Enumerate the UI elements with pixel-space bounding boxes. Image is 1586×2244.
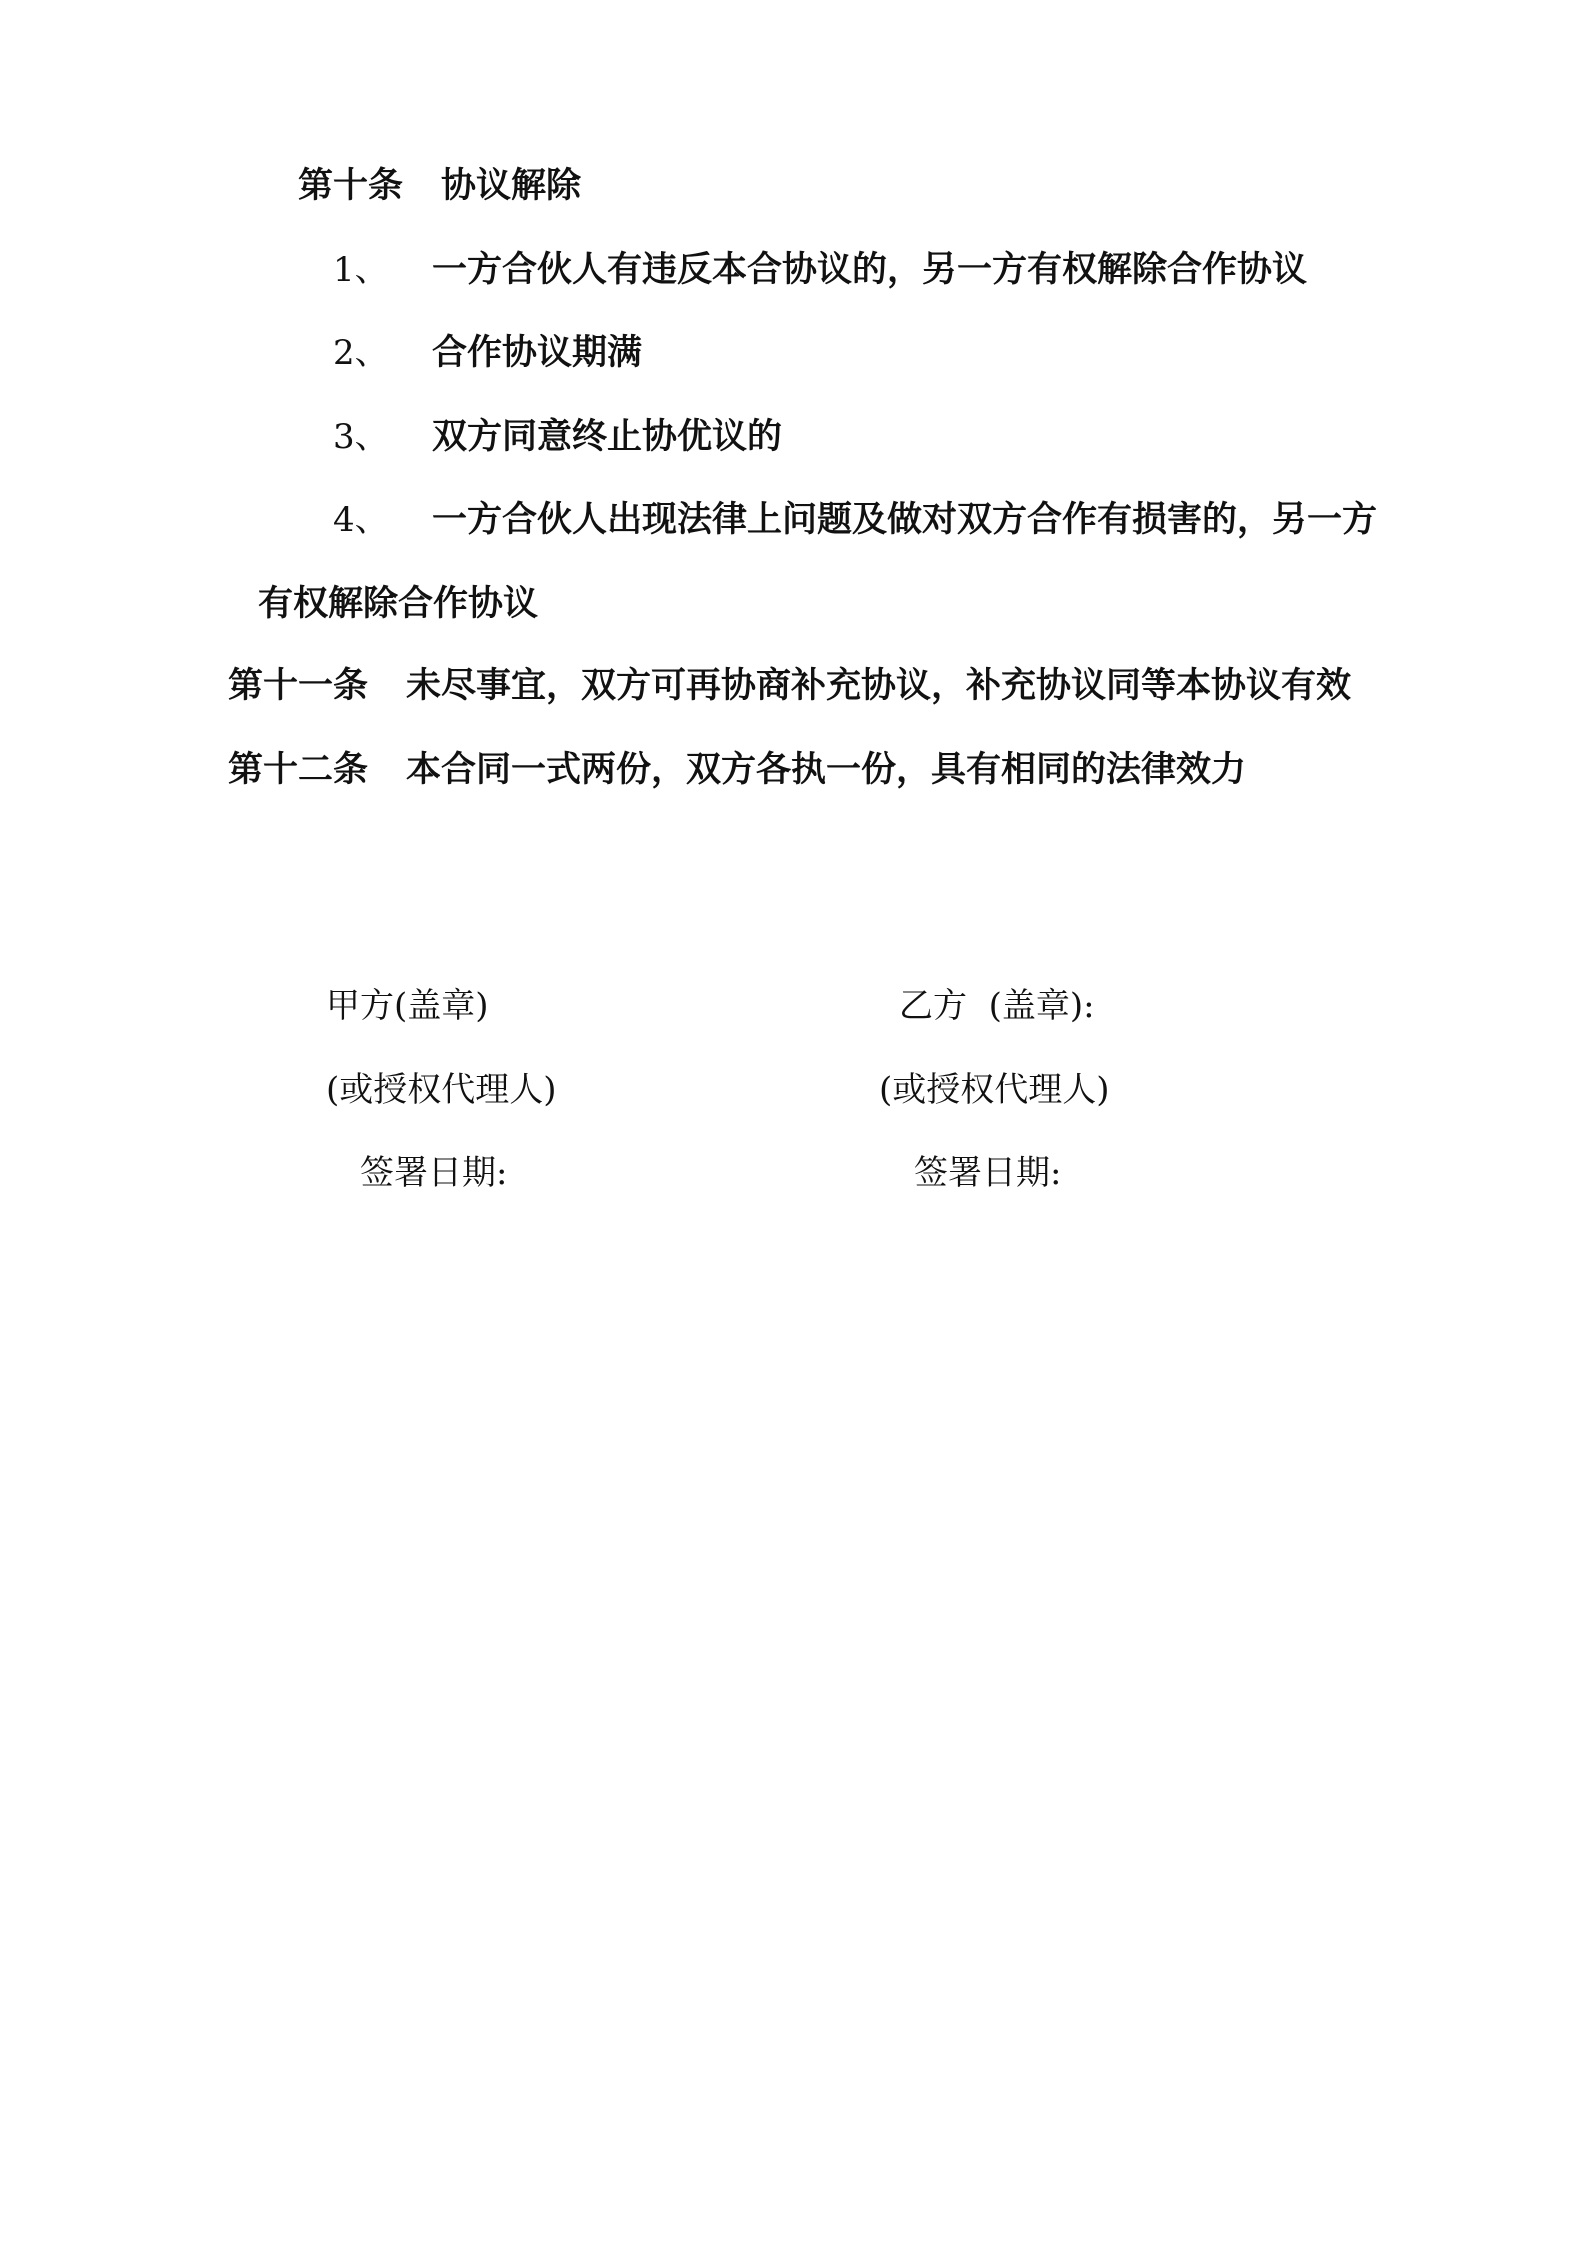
party-b-date: 签署日期: — [914, 1153, 1062, 1193]
article-10-title: 协议解除 — [441, 166, 582, 206]
article-11 — [228, 664, 1351, 708]
article-12-text: 本合同一式两份，双方各执一份，具有相同的法律效力 — [406, 750, 1247, 790]
article-11-text: 未尽事宜，双方可再协商补充协议，补充协议同等本协议有效 — [406, 666, 1352, 706]
item-4-continuation: 有权解除合作协议 — [258, 584, 539, 624]
item-3-text: 双方同意终止协优议的 — [432, 417, 783, 457]
item-2-number: 2、 — [333, 333, 389, 373]
party-a-agent: (或授权代理人) — [326, 1070, 557, 1110]
party-b-agent: (或授权代理人) — [879, 1070, 1110, 1110]
article-12 — [228, 748, 1246, 792]
party-b-seal: 乙方 (盖章): — [899, 986, 1095, 1026]
item-1-text: 一方合伙人有违反本合协议的，另一方有权解除合作协议 — [432, 250, 1308, 290]
article-10-heading — [298, 164, 581, 208]
item-4-text: 一方合伙人出现法律上问题及做对双方合作有损害的，另一方 — [432, 500, 1378, 540]
article-12-label: 第十二条 — [228, 750, 369, 790]
article-11-label: 第十一条 — [228, 666, 369, 706]
item-4-number: 4、 — [333, 500, 389, 540]
item-3-number: 3、 — [333, 417, 389, 457]
article-10-label: 第十条 — [298, 166, 404, 206]
item-2-text: 合作协议期满 — [432, 333, 643, 373]
party-a-seal: 甲方(盖章) — [326, 986, 489, 1026]
party-a-date: 签署日期: — [360, 1153, 508, 1193]
item-1-number: 1、 — [333, 250, 389, 290]
